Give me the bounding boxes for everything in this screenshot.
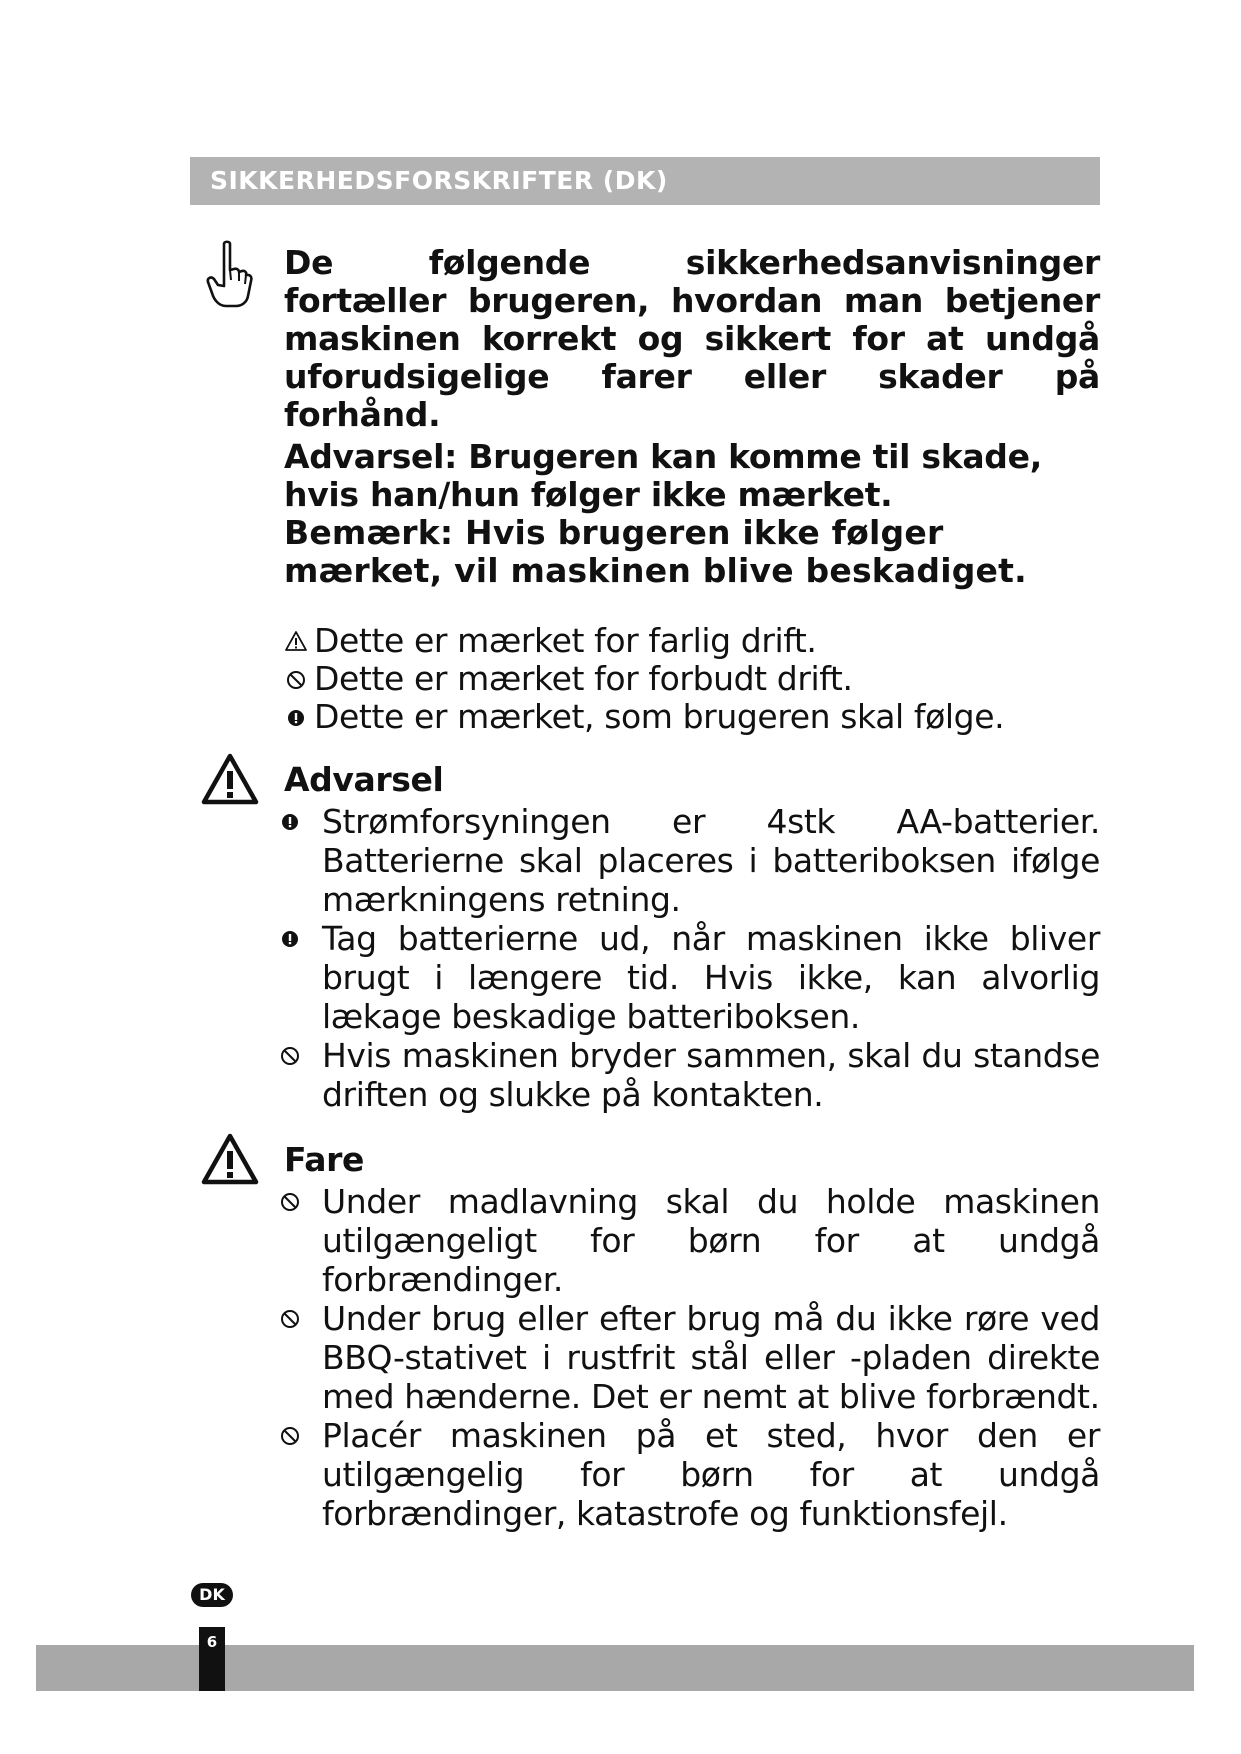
advarsel-title: Advarsel	[284, 759, 444, 799]
item-text: Tag batterierne ud, når maskinen ikke bliver brugt i længere tid. Hvis ikke, kan alvorlig lækage beskadige batteriboksen.	[322, 919, 1100, 1036]
fare-title: Fare	[284, 1139, 364, 1179]
prohibited-icon	[278, 1307, 302, 1331]
legend-label: Dette er mærket for farlig drift.	[314, 621, 817, 660]
list-item	[278, 919, 1100, 1036]
item-text: Hvis maskinen bryder sammen, skal du standse driften og slukke på kontakten.	[322, 1036, 1100, 1114]
item-text: Placér maskinen på et sted, hvor den er utilgængelig for børn for at undgå forbrændinger, katastrofe og funktionsfejl.	[322, 1416, 1100, 1533]
legend-label: Dette er mærket, som brugeren skal følge.	[314, 697, 1005, 736]
list-item	[278, 1416, 1100, 1533]
language-badge: DK	[191, 1583, 233, 1607]
symbol-legend	[284, 622, 1004, 736]
prohibited-icon	[284, 667, 308, 691]
list-item	[278, 1182, 1100, 1299]
list-item	[278, 1299, 1100, 1416]
remark-note: Bemærk: Hvis brugeren ikke følger mærket, vil maskinen blive beskadiget.	[284, 513, 1027, 590]
prohibited-icon	[278, 1190, 302, 1214]
section-header-bar	[190, 157, 1100, 205]
mandatory-icon	[278, 810, 302, 834]
fare-list	[278, 1182, 1100, 1533]
notes-block	[284, 438, 1100, 590]
legend-label: Dette er mærket for forbudt drift.	[314, 659, 853, 698]
fare-heading	[200, 1132, 364, 1186]
legend-item	[284, 698, 1004, 736]
warning-note: Advarsel: Brugeren kan komme til skade, hvis han/hun følger ikke mærket.	[284, 437, 1042, 514]
intro-paragraph: De følgende sikkerhedsanvisninger fortæller brugeren, hvordan man betjener maskinen korrekt og sikkert for at undgå uforudsigelige farer eller skader på forhånd.	[284, 243, 1100, 434]
item-text: Under madlavning skal du holde maskinen utilgængeligt for børn for at undgå forbrændinger.	[322, 1182, 1100, 1299]
mandatory-icon	[284, 705, 308, 729]
page-title: SIKKERHEDSFORSKRIFTER (DK)	[210, 166, 668, 195]
legend-item	[284, 622, 1004, 660]
advarsel-list	[278, 802, 1100, 1114]
prohibited-icon	[278, 1044, 302, 1068]
pointing-hand-icon	[204, 240, 254, 312]
item-text: Under brug eller efter brug må du ikke røre ved BBQ-stativet i rustfrit stål eller -pladen direkte med hænderne. Det er nemt at blive forbrændt.	[322, 1299, 1100, 1416]
item-text: Strømforsyningen er 4stk AA-batterier. Batterierne skal placeres i batteriboksen ifølge mærkningens retning.	[322, 802, 1100, 919]
mandatory-icon	[278, 927, 302, 951]
warning-triangle-icon	[200, 752, 260, 806]
advarsel-heading	[200, 752, 443, 806]
legend-item	[284, 660, 1004, 698]
list-item	[278, 802, 1100, 919]
warning-triangle-icon	[200, 1132, 260, 1186]
list-item	[278, 1036, 1100, 1114]
page-number: 6	[206, 1633, 218, 1651]
warning-triangle-icon	[284, 629, 308, 653]
prohibited-icon	[278, 1424, 302, 1448]
page-number-tab	[199, 1627, 225, 1691]
